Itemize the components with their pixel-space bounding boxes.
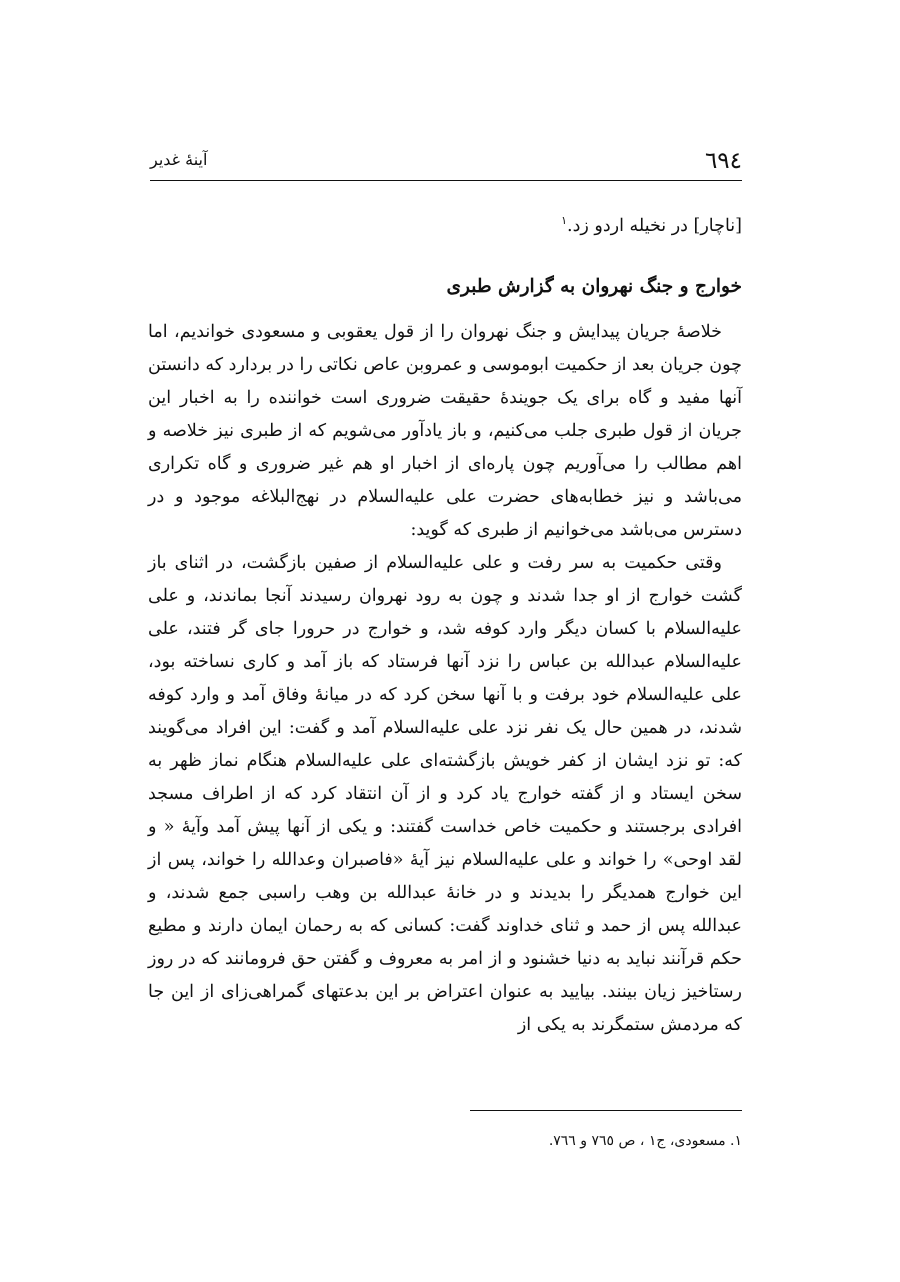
- section-heading: خوارج و جنگ نهروان به گزارش طبری: [446, 276, 742, 297]
- page-number: ٦٩٤: [704, 148, 742, 174]
- book-title: آینهٔ غدیر: [150, 150, 208, 169]
- continuation-line: [148, 205, 742, 237]
- running-header: [150, 140, 742, 181]
- body-text: [148, 195, 742, 1042]
- continuation-text: [ناچار] در نخیله اردو زد.: [567, 215, 742, 236]
- paragraph: خلاصهٔ جریان پیدایش و جنگ نهروان را از قول یعقوبی و مسعودی خواندیم، اما چون جریان بعد از حکمیت ابوموسی و عمروبن عاص نکاتی را در بردارد که دانستن آنها مفید و گاه برای یک جویندهٔ حقیقت ضروری است خواننده را به اخبار این جریان از قول طبری جلب می‌کنیم، و باز یادآور می‌شویم که از طبری نیز خلاصه و اهم مطالب را می‌آوریم چون پاره‌ای از اخبار او هم غیر ضروری و گاه تکراری می‌باشد و نیز خطابه‌های حضرت علی علیه‌السلام در نهج‌البلاغه موجود و در دسترس می‌باشد می‌خوانیم از طبری که گوید:: [148, 322, 742, 540]
- footnote-divider: [470, 1110, 742, 1111]
- paragraph: وقتی حکمیت به سر رفت و علی علیه‌السلام از صفین بازگشت، در اثنای باز گشت خوارج از او جدا شدند و چون به رود نهروان رسیدند آنجا بماندند، و علی علیه‌السلام با کسان دیگر وارد کوفه شد، و خوارج در حرورا جای گر فتند، علی علیه‌السلام عبدالله بن عباس را نزد آنها فرستاد که باز آمد و کاری نساخته بود، علی علیه‌السلام خود برفت و با آنها سخن کرد که در میانهٔ وفاق آمد و وارد کوفه شدند، در همین حال یک نفر نزد علی علیه‌السلام آمد و گفت: این افراد می‌گویند که: تو نزد ایشان از کفر خویش بازگشته‌ای علی علیه‌السلام هنگام نماز ظهر به سخن ایستاد و از گفته خوارج یاد کرد و از آن انتقاد کرد که از اطراف مسجد افرادی برجستند و حکمیت خاص خداست گفتند: و یکی از آنها پیش آمد وآیهٔ « و لقد اوحی» را خواند و علی علیه‌السلام نیز آیهٔ «فاصبران وعدالله را خواند، پس از این خوارج همدیگر را بدیدند و در خانهٔ عبدالله بن وهب راسبی جمع شدند، و عبدالله پس از حمد و ثنای خداوند گفت: کسانی که به رحمان ایمان دارند و مطیع حکم قرآنند نباید به دنیا خشنود و از امر به معروف و گفتن حق فرومانند که در روز رستاخیز زیان بینند. بیایید به عنوان اعتراض بر این بدعتهای گمراهی‌زای از این جا که مردمش ستمگرند به یکی از: [148, 553, 742, 1035]
- footnote: ١. مسعودی، ج١ ، ص ٧٦٥ و ٧٦٦.: [548, 1133, 742, 1149]
- footnote-reference: ١: [561, 214, 568, 227]
